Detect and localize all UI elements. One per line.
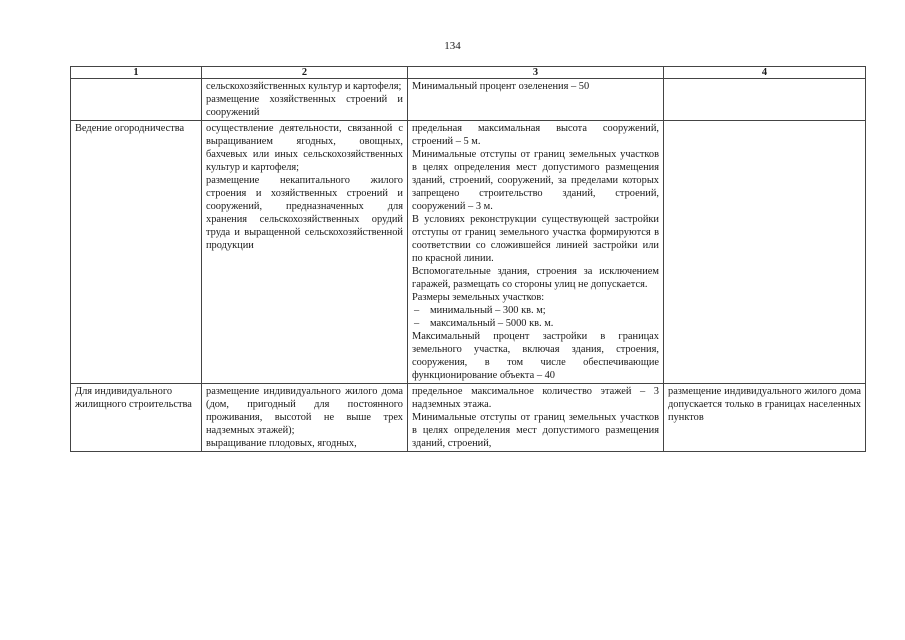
cell-restrictions — [664, 121, 866, 384]
text-line: предельное максимальное количество этажей – 3 надземных этажа. — [412, 386, 659, 410]
cell-parameters — [408, 79, 664, 121]
cell-parameters — [408, 384, 664, 452]
text-line: Размеры земельных участков: — [412, 292, 545, 303]
cell-restrictions — [664, 384, 866, 452]
cell-use-type — [71, 384, 202, 452]
text-line: предельная максимальная высота сооружений, строений – 5 м. — [412, 123, 659, 147]
cell-use-type — [71, 121, 202, 384]
column-header-4: 4 — [664, 67, 866, 79]
table-header-row — [71, 67, 866, 79]
text-line: размещение индивидуального жилого дома допускается только в границах населенных пунктов — [668, 386, 861, 423]
cell-use-description — [202, 384, 408, 452]
column-header-1: 1 — [71, 67, 202, 79]
text-line: сельскохозяйственных культур и картофеля; — [206, 81, 402, 92]
table-row — [71, 384, 866, 452]
list-item: – минимальный – 300 кв. м; — [412, 304, 659, 317]
text-line: размещение некапитального жилого строения и хозяйственных строений и сооружений, предназначенных для хранения сельскохозяйственных орудий труда и выращенной сельскохозяйственной продукции — [206, 175, 403, 251]
text-line: размещение хозяйственных строений и сооружений — [206, 94, 403, 118]
column-header-3: 3 — [408, 67, 664, 79]
text-line: Минимальный процент озеленения – 50 — [412, 81, 590, 92]
cell-use-description — [202, 79, 408, 121]
zoning-regulations-table — [70, 66, 866, 452]
text-line: Минимальные отступы от границ земельных участков в целях определения мест допустимого размещения зданий, строений, — [412, 412, 659, 449]
table-row — [71, 121, 866, 384]
text-line: выращивание плодовых, ягодных, — [206, 438, 357, 449]
text-line: В условиях реконструкции существующей застройки отступы от границ земельного участка формируются в соответствии со сложившейся линией застройки или по красной линии. — [412, 214, 659, 264]
page-number: 134 — [444, 40, 461, 52]
cell-restrictions — [664, 79, 866, 121]
table-row — [71, 79, 866, 121]
text-line: Максимальный процент застройки в границах земельного участка, включая здания, строения, сооружения, в том числе обеспечивающие функционирование объекта – 40 — [412, 331, 659, 381]
text-line: Ведение огородничества — [75, 123, 185, 134]
cell-use-type — [71, 79, 202, 121]
text-line: осуществление деятельности, связанной с выращиванием ягодных, овощных, бахчевых или иных сельскохозяйственных культур и картофеля; — [206, 123, 403, 173]
text-line: Для индивидуального жилищного строительства — [75, 386, 192, 410]
list-item: – максимальный – 5000 кв. м. — [412, 317, 659, 330]
cell-use-description — [202, 121, 408, 384]
text-line: Минимальные отступы от границ земельных участков в целях определения мест допустимого размещения зданий, строений, сооружений, за пределами которых запрещено строительство зданий, строений, сооружений – 3 м. — [412, 149, 659, 212]
column-header-2: 2 — [202, 67, 408, 79]
cell-parameters — [408, 121, 664, 384]
text-line: Вспомогательные здания, строения за исключением гаражей, размещать со стороны улиц не допускается. — [412, 266, 659, 290]
text-line: размещение индивидуального жилого дома (дом, пригодный для постоянного проживания, высотой не выше трех надземных этажей); — [206, 386, 403, 436]
